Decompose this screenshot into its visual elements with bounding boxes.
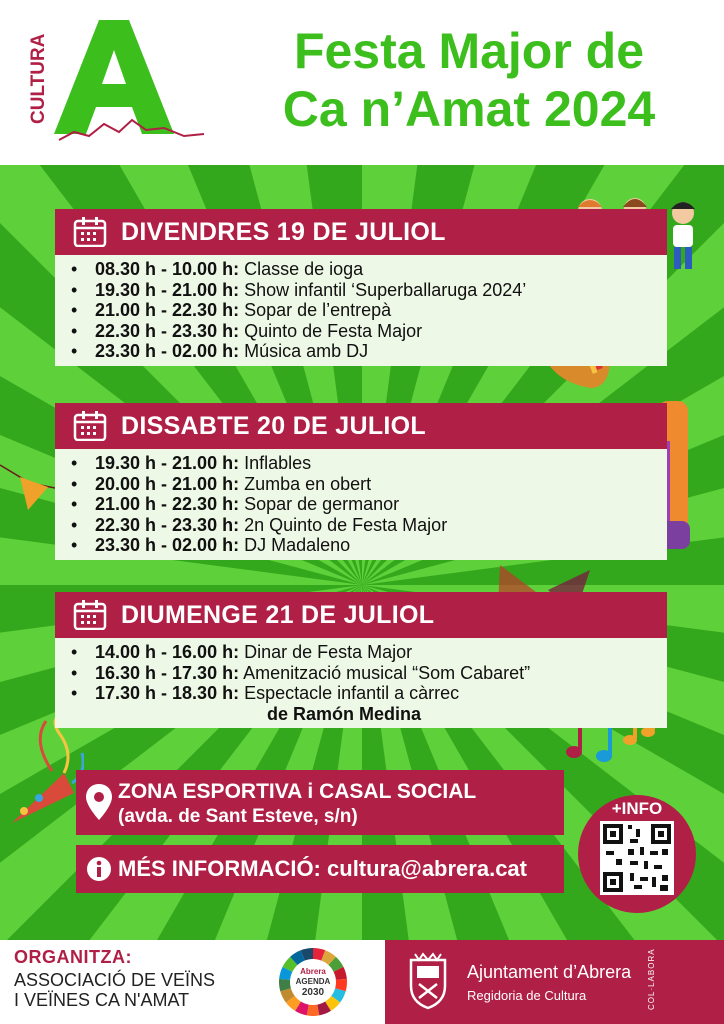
item-time: 17.30 h - 18.30 h: — [95, 683, 240, 703]
item-activity: Música amb DJ — [239, 341, 369, 361]
list-item — [55, 341, 667, 362]
party-horn-illustration — [4, 713, 84, 833]
schedule-list — [55, 255, 667, 366]
location-address: (avda. de Sant Esteve, s/n) — [118, 806, 358, 827]
qr-badge — [578, 795, 696, 913]
list-item — [55, 474, 667, 495]
item-activity: Inflables — [239, 453, 312, 473]
item-activity: 2n Quinto de Festa Major — [239, 514, 448, 535]
item-time: 22.30 h - 23.30 h: — [95, 320, 240, 341]
day-header — [55, 403, 667, 449]
calendar-icon — [73, 600, 107, 630]
collabora-label: COL·LABORA — [647, 948, 656, 1010]
day-title: DIUMENGE 21 DE JULIOL — [121, 600, 435, 629]
council-name: Ajuntament d’Abrera — [467, 962, 632, 982]
agenda-2030-logo — [278, 947, 348, 1017]
list-item — [55, 515, 667, 536]
agenda-logo-text: Abrera — [300, 967, 326, 976]
day-header — [55, 592, 667, 638]
list-item — [55, 321, 667, 342]
more-info-email[interactable]: cultura@abrera.cat — [327, 856, 527, 881]
schedule-list — [55, 449, 667, 560]
agenda-logo-text: 2030 — [301, 987, 325, 998]
council-block — [385, 940, 724, 1024]
item-activity: Sopar de l’entrepà — [239, 300, 392, 320]
item-time: 19.30 h - 21.00 h: — [95, 453, 240, 473]
list-item — [55, 300, 667, 321]
more-info-label: MÉS INFORMACIÓ: — [118, 856, 321, 881]
qr-code[interactable] — [600, 821, 674, 895]
day-block-saturday — [55, 403, 667, 560]
location-bar — [76, 770, 564, 835]
day-title: DIVENDRES 19 DE JULIOL — [121, 217, 446, 246]
item-activity: Zumba en obert — [239, 473, 372, 494]
item-activity: Classe de ioga — [239, 259, 364, 279]
page-title — [234, 22, 704, 138]
poster-header — [0, 0, 724, 165]
council-coat-of-arms — [407, 952, 449, 1010]
organizer-name — [14, 970, 215, 1010]
day-block-sunday — [55, 592, 667, 728]
day-block-friday — [55, 209, 667, 366]
calendar-icon — [73, 217, 107, 247]
organizer-line-1: ASSOCIACIÓ DE VEÏNS — [14, 970, 216, 990]
logo-cultura-text: CULTURA — [28, 33, 49, 124]
list-item — [55, 259, 667, 280]
item-activity: Amenització musical “Som Cabaret” — [239, 662, 531, 683]
more-info-bar — [76, 845, 564, 893]
item-time: 23.30 h - 02.00 h: — [95, 341, 240, 361]
footer — [0, 940, 724, 1024]
poster-body — [0, 165, 724, 940]
item-time: 21.00 h - 22.30 h: — [95, 300, 240, 320]
item-activity: DJ Madaleno — [239, 535, 351, 555]
title-line-1: Festa Major de — [293, 23, 645, 79]
schedule-list — [55, 638, 667, 728]
cultura-logo — [14, 12, 204, 142]
item-activity: Dinar de Festa Major — [239, 642, 413, 662]
agenda-logo-text: AGENDA — [295, 977, 331, 986]
list-item — [55, 663, 667, 684]
item-time: 08.30 h - 10.00 h: — [95, 259, 240, 279]
qr-label: +INFO — [611, 799, 663, 818]
item-time: 16.30 h - 17.30 h: — [95, 662, 240, 683]
item-time: 14.00 h - 16.00 h: — [95, 642, 240, 662]
list-item — [55, 642, 667, 663]
list-item-continuation — [55, 704, 667, 725]
item-activity: Quinto de Festa Major — [239, 320, 423, 341]
list-item — [55, 683, 667, 704]
item-activity: Espectacle infantil a càrrec — [239, 683, 460, 703]
item-time: 19.30 h - 21.00 h: — [95, 279, 240, 300]
day-header — [55, 209, 667, 255]
item-time: 22.30 h - 23.30 h: — [95, 514, 240, 535]
item-time: 21.00 h - 22.30 h: — [95, 494, 240, 514]
location-pin-icon — [86, 784, 112, 820]
organizer-label: ORGANITZA: — [14, 947, 132, 967]
title-line-2: Ca n’Amat 2024 — [282, 81, 656, 137]
list-item — [55, 535, 667, 556]
item-time: 20.00 h - 21.00 h: — [95, 473, 240, 494]
more-info-text — [118, 856, 527, 882]
organizer-line-2: I VEÏNES CA N'AMAT — [14, 990, 190, 1010]
calendar-icon — [73, 411, 107, 441]
item-continuation: de Ramón Medina — [267, 703, 422, 724]
list-item — [55, 453, 667, 474]
info-icon — [86, 856, 112, 882]
council-department: Regidoria de Cultura — [467, 988, 587, 1003]
item-activity: Sopar de germanor — [239, 494, 400, 514]
day-title: DISSABTE 20 DE JULIOL — [121, 411, 426, 440]
list-item — [55, 494, 667, 515]
location-name: ZONA ESPORTIVA i CASAL SOCIAL — [118, 780, 477, 803]
item-time: 23.30 h - 02.00 h: — [95, 535, 240, 555]
item-activity: Show infantil ‘Superballaruga 2024’ — [239, 279, 527, 300]
list-item — [55, 280, 667, 301]
